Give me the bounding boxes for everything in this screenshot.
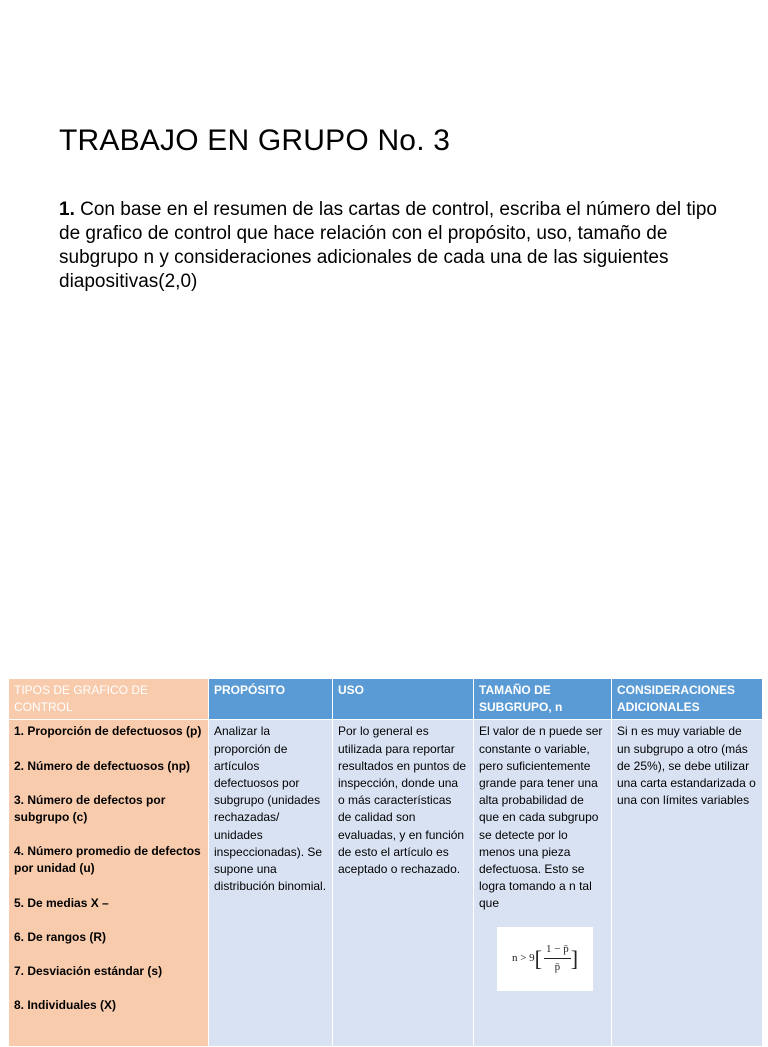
chart-type-item: 8. Individuales (X) [14,998,117,1013]
uso-cell: Por lo general es utilizada para reportar resultados en puntos de inspección, donde una o más características de calidad son evaluadas, y en función de esto el artículo es aceptado o rechazado. [333,720,474,1047]
chart-type-item: 4. Número promedio de defectos por unidad (u) [14,844,201,876]
question-number: 1. [59,199,75,220]
instructions-paragraph [59,198,739,294]
header-tipos: TIPOS DE GRAFICO DE CONTROL [9,679,209,720]
formula-denominator: p̄ [554,961,561,974]
header-tamano: TAMAÑO DE SUBGRUPO, n [474,679,612,720]
chart-type-item: 3. Número de defectos por subgrupo (c) [14,792,166,825]
slide-title: TRABAJO EN GRUPO No. 3 [59,124,451,157]
consideraciones-cell: Si n es muy variable de un subgrupo a otro (más de 25%), se debe utilizar una carta estandarizada o una con límites variables [612,720,763,1047]
question-text: Con base en el resumen de las cartas de control, escriba el número del tipo de grafico de control que hace relación con el propósito, uso, tamaño de subgrupo n y consideraciones adicionales de cada una de las siguientes diapositivas(2,0) [59,199,717,292]
table-row [9,720,763,1047]
chart-type-item: 6. De rangos (R) [14,929,107,944]
chart-type-item: 5. De medias X – [14,895,109,910]
chart-type-item: 7. Desviación estándar (s) [14,964,163,979]
formula-fraction [544,941,571,976]
header-consideraciones: CONSIDERACIONES ADICIONALES [612,679,763,720]
control-chart-table [8,678,763,1047]
formula-numerator: 1 − p̄ [544,941,571,959]
formula-lhs: n > 9 [511,952,535,965]
right-bracket-icon: ] [570,945,579,971]
proposito-cell: Analizar la proporción de artículos defectuosos por subgrupo (unidades rechazadas/ unidades inspeccionadas). Se supone una distribución binomial. [209,720,333,1047]
chart-type-item: 1. Proporción de defectuosos (p) [14,724,202,739]
table-header-row [9,679,763,720]
chart-type-item: 2. Número de defectuosos (np) [14,758,191,773]
chart-types-cell [9,720,209,1047]
tamano-text: El valor de n puede ser constante o variable, pero suficientemente grande para tener una alta probabilidad de que en cada subgrupo se detecte por lo menos una pieza defectuosa. Esto se logra tomando a n tal que [479,724,603,911]
formula-image [497,927,593,991]
tamano-cell [474,720,612,1047]
left-bracket-icon: [ [534,945,542,971]
header-proposito: PROPÓSITO [209,679,333,720]
header-uso: USO [333,679,474,720]
